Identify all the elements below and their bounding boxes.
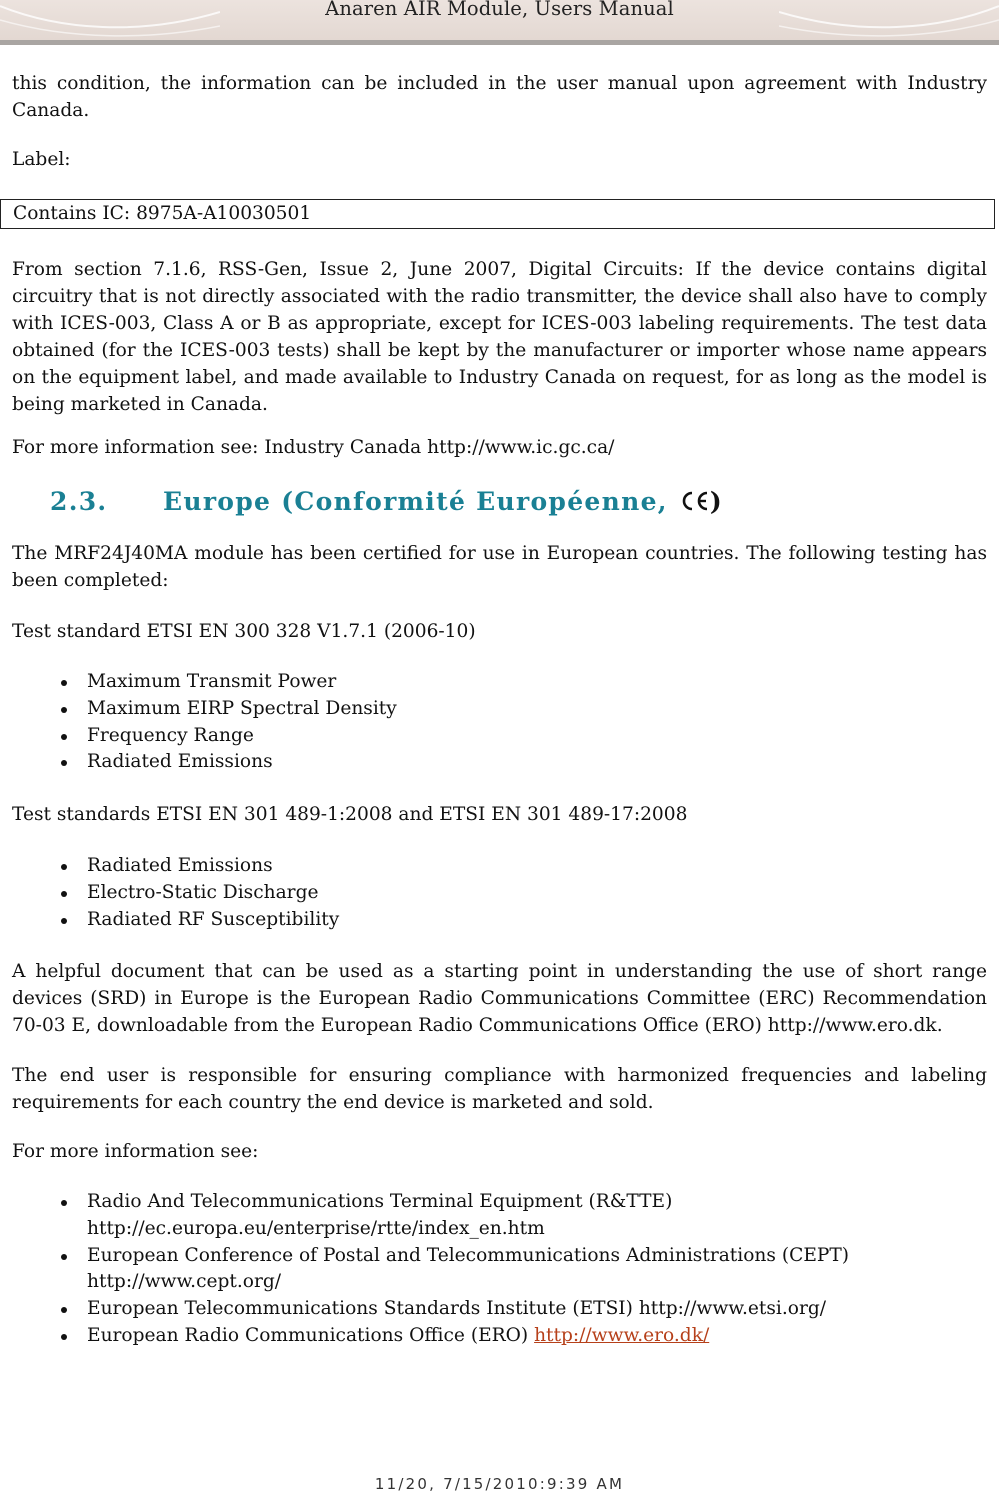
- section-close-paren: ): [709, 487, 723, 516]
- section-heading: [50, 487, 723, 516]
- test-list-1: [0, 669, 975, 776]
- list-item: Electro-Static Discharge: [0, 880, 975, 907]
- list-item: Maximum EIRP Spectral Density: [0, 696, 975, 723]
- section-title: Europe (Conformité Européenne,: [163, 487, 668, 516]
- list-item: [0, 1323, 975, 1350]
- page-footer: 11/20, 7/15/2010:9:39 AM: [374, 1475, 625, 1493]
- label-heading: Label:: [12, 149, 71, 170]
- test-list-2: [0, 853, 975, 933]
- ic-label-box: Contains IC: 8975A-A10030501: [0, 199, 995, 229]
- resource-name: Radio And Telecommunications Terminal Equipment (R&TTE): [87, 1191, 673, 1212]
- industry-canada-info: For more information see: Industry Canada http://www.ic.gc.ca/: [12, 437, 615, 458]
- digital-circuits-paragraph: From section 7.1.6, RSS-Gen, Issue 2, June 2007, Digital Circuits: If the device contains digital circuitry that is not directly associated with the radio transmitter, the device shall also have to comply with ICES-003, Class A or B as appropriate, except for ICES-003 labeling requirements. The test data obtained (for the ICES-003 tests) shall be kept by the manufacturer or importer whose name appears on the equipment label, and made available to Industry Canada on request, for as long as the model is being marketed in Canada.: [12, 259, 987, 415]
- certified-paragraph: The MRF24J40MA module has been certified for use in European countries. The following testing has been completed:: [12, 543, 987, 591]
- end-user-paragraph: The end user is responsible for ensuring compliance with harmonized frequencies and labeling requirements for each country the end device is marketed and sold.: [12, 1065, 987, 1113]
- resource-url: http://www.cept.org/: [87, 1271, 282, 1293]
- list-item: Radiated Emissions: [0, 853, 975, 880]
- resource-url: http://ec.europa.eu/enterprise/rtte/index_en.htm: [87, 1217, 545, 1239]
- list-item: Radiated Emissions: [0, 749, 975, 776]
- ero-link[interactable]: http://www.ero.dk/: [534, 1324, 710, 1346]
- list-item: [0, 1243, 975, 1297]
- document-title: Anaren AIR Module, Users Manual: [325, 0, 674, 20]
- more-info-heading: For more information see:: [12, 1141, 259, 1162]
- intro-paragraph: this condition, the information can be included in the user manual upon agreement with Industry Canada.: [12, 73, 987, 121]
- resource-list: [0, 1189, 975, 1350]
- ce-mark-icon: [678, 490, 710, 512]
- list-item: Maximum Transmit Power: [0, 669, 975, 696]
- list-item: [0, 1189, 975, 1243]
- test-standard-1: Test standard ETSI EN 300 328 V1.7.1 (2006-10): [12, 621, 476, 642]
- list-item: Frequency Range: [0, 723, 975, 750]
- resource-name: European Radio Communications Office (ERO): [87, 1324, 535, 1346]
- page-header: [0, 0, 999, 45]
- section-number: 2.3.: [50, 487, 108, 516]
- test-standard-2: Test standards ETSI EN 301 489-1:2008 and ETSI EN 301 489-17:2008: [12, 804, 688, 825]
- resource-name: European Conference of Postal and Telecommunications Administrations (CEPT): [87, 1244, 850, 1266]
- list-item: European Telecommunications Standards Institute (ETSI) http://www.etsi.org/: [0, 1296, 975, 1323]
- helpful-paragraph: A helpful document that can be used as a starting point in understanding the use of short range devices (SRD) in Europe is the European Radio Communications Committee (ERC) Recommendation 70-03 E, downloadable from the European Radio Communications Office (ERO) http://www.ero.dk.: [12, 961, 987, 1036]
- list-item: Radiated RF Susceptibility: [0, 907, 975, 934]
